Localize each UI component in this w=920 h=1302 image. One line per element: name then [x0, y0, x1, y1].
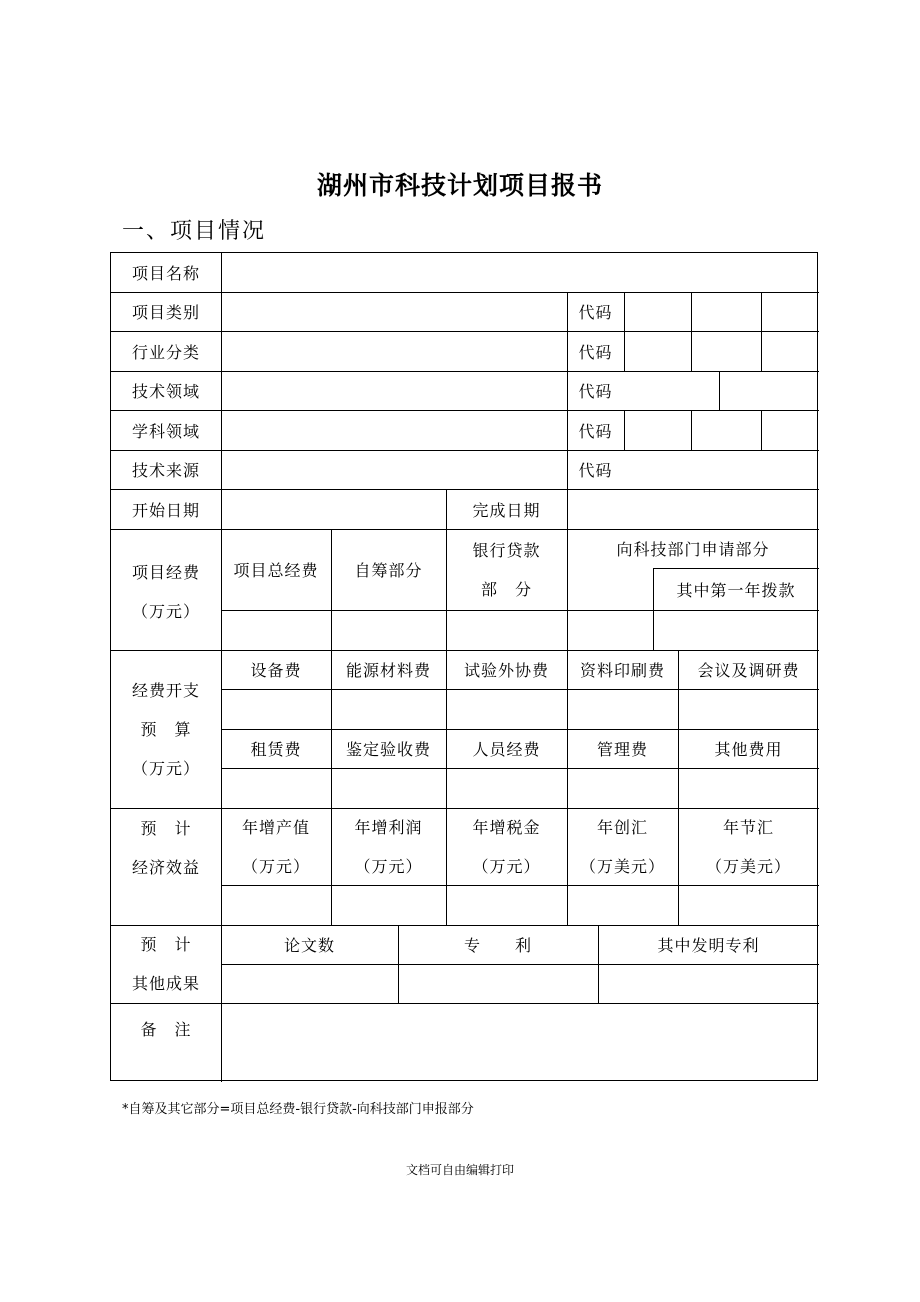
label-code: 代码 — [578, 382, 613, 401]
label-apply-part: 向科技部门申请部分 — [616, 540, 770, 559]
budget-item: 资料印刷费 — [579, 661, 665, 680]
project-name-field[interactable] — [222, 253, 819, 292]
label-code: 代码 — [578, 303, 613, 322]
budget-item: 设备费 — [250, 661, 302, 680]
label-code: 代码 — [578, 421, 613, 441]
budget-item: 能源材料费 — [345, 661, 431, 680]
label-tech-field: 技术领域 — [131, 382, 200, 401]
label-end-date: 完成日期 — [472, 500, 541, 520]
label-funding: 项目经费 — [131, 562, 200, 582]
label-total-funding: 项目总经费 — [233, 561, 319, 580]
benefit-item: 年创汇 — [596, 817, 648, 837]
label-bank-loan: 银行贷款 — [472, 540, 541, 560]
label-code: 代码 — [578, 461, 613, 480]
label-project-name: 项目名称 — [131, 264, 200, 283]
label-industry: 行业分类 — [131, 342, 200, 362]
label-funding-unit: （万元） — [131, 601, 200, 621]
footnote: *自筹及其它部分=项目总经费-银行贷款-向科技部门申报部分 — [122, 1102, 474, 1117]
budget-item: 租赁费 — [250, 740, 302, 759]
benefit-unit: （万元） — [472, 856, 541, 876]
label-bank-loan-part: 部 分 — [480, 579, 532, 599]
label-self-funded: 自筹部分 — [354, 561, 423, 580]
document-title: 湖州市科技计划项目报书 — [316, 171, 603, 200]
section-heading: 一、项目情况 — [122, 219, 267, 244]
benefit-unit: （万美元） — [579, 856, 665, 876]
page-footer: 文档可自由编辑打印 — [405, 1163, 514, 1177]
label-benefit-2: 经济效益 — [131, 857, 200, 877]
benefit-item: 年增产值 — [241, 817, 310, 837]
label-results: 预 计 — [140, 935, 192, 954]
benefit-item: 年增利润 — [354, 817, 423, 837]
label-remarks: 备 注 — [140, 1019, 192, 1039]
label-papers: 论文数 — [283, 936, 335, 955]
label-patents: 专 利 — [463, 936, 532, 955]
benefit-item: 年增税金 — [472, 817, 541, 837]
budget-item: 会议及调研费 — [697, 661, 800, 680]
label-benefit: 预 计 — [140, 818, 192, 838]
benefit-unit: （万元） — [241, 856, 310, 876]
label-invention-patents: 其中发明专利 — [657, 936, 760, 955]
benefit-unit: （万元） — [354, 856, 423, 876]
label-project-category: 项目类别 — [131, 303, 200, 322]
label-subject-field: 学科领域 — [131, 421, 200, 441]
label-budget-2: 预 算 — [140, 719, 192, 739]
label-first-year-grant: 其中第一年拨款 — [676, 580, 796, 600]
benefit-unit: （万美元） — [705, 856, 791, 876]
project-info-form — [110, 252, 818, 1081]
budget-item: 管理费 — [596, 740, 648, 759]
budget-item: 人员经费 — [472, 740, 541, 759]
label-tech-source: 技术来源 — [131, 461, 200, 480]
remarks-field[interactable] — [222, 1004, 819, 1081]
label-budget: 经费开支 — [131, 680, 200, 700]
budget-item: 鉴定验收费 — [345, 740, 431, 759]
budget-item: 其他费用 — [714, 740, 783, 759]
label-start-date: 开始日期 — [131, 500, 200, 520]
label-results-2: 其他成果 — [131, 974, 200, 993]
benefit-item: 年节汇 — [722, 817, 774, 837]
label-budget-unit: （万元） — [131, 758, 200, 778]
budget-item: 试验外协费 — [463, 661, 549, 680]
label-code: 代码 — [578, 342, 613, 362]
